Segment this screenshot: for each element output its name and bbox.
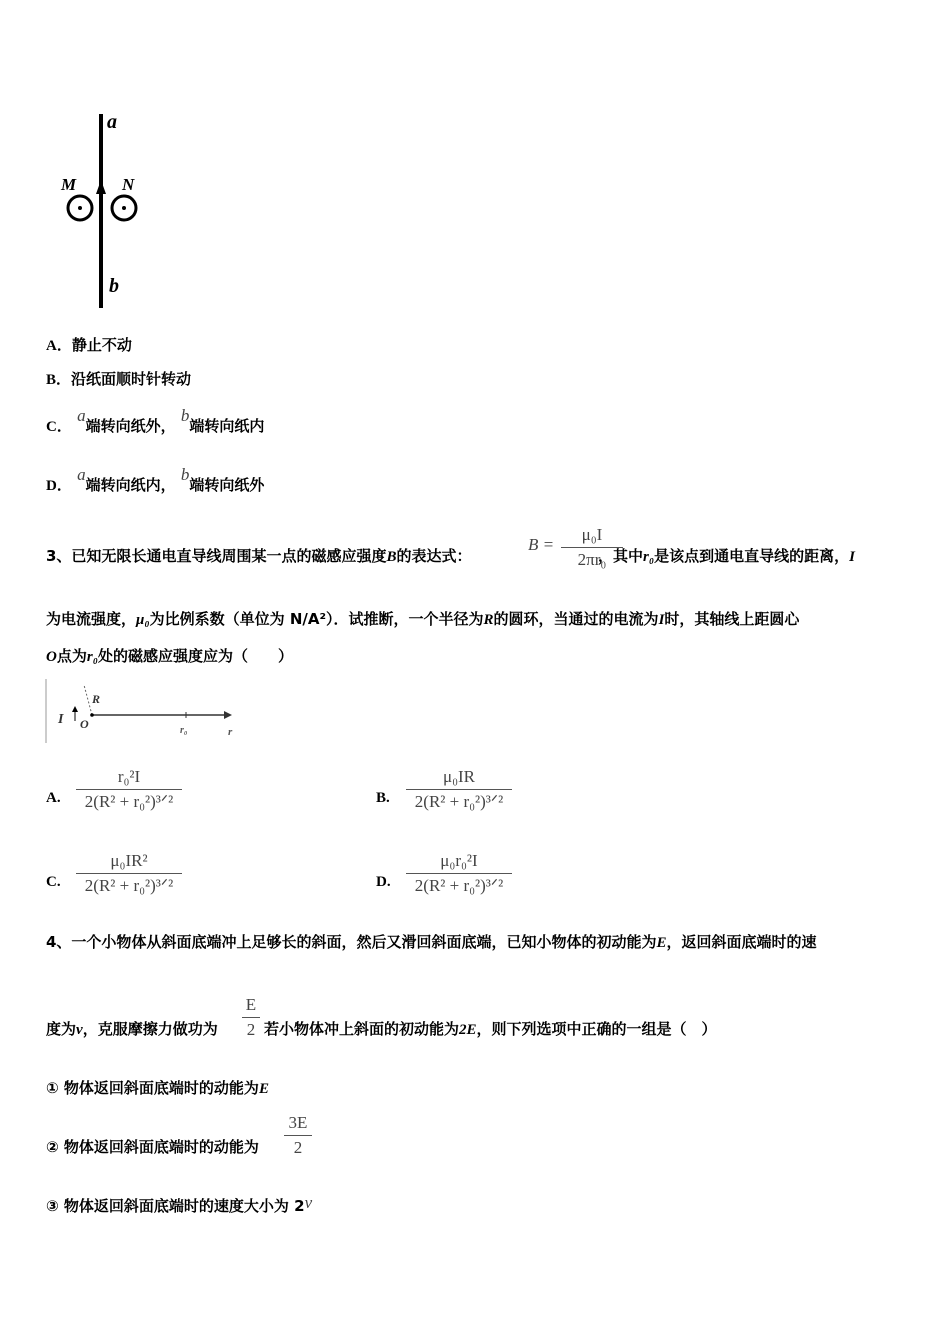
q3-option-d-letter: D.: [376, 874, 391, 890]
axis-arrow: [224, 711, 232, 719]
q2-option-d: D． a端转向纸内， b端转向纸外: [46, 465, 265, 494]
dot-m: [78, 206, 82, 210]
fig-label-r: r: [228, 726, 233, 738]
label-b: b: [109, 275, 119, 297]
dot-n: [122, 206, 126, 210]
q3-option-c-formula: μ₀IR² 2(R² + r₀²)³ᐟ²: [76, 850, 182, 897]
q4-item-2-fraction: 3E 2: [284, 1112, 312, 1159]
q3-option-b-formula: μ₀IR 2(R² + r₀²)³ᐟ²: [406, 766, 512, 813]
q4-line2-start: 度为v，克服摩擦力做功为: [46, 1020, 218, 1038]
q4-item-2: ② 物体返回斜面底端时的动能为: [46, 1138, 259, 1156]
q3-line2: 为电流强度，μ₀为比例系数（单位为 N/A²）．试推断，一个半径为R的圆环，当通过的电流为I时，其轴线上距圆心: [46, 610, 800, 628]
radius-line: [84, 685, 92, 715]
q4-line1: 4、一个小物体从斜面底端冲上足够长的斜面，然后又滑回斜面底端，已知小物体的初动能为E，返回斜面底端时的速: [46, 933, 817, 951]
q2-option-b: B．沿纸面顺时针转动: [46, 370, 192, 388]
q4-item-1: ① 物体返回斜面底端时的动能为E: [46, 1079, 269, 1097]
fig-label-i: I: [58, 712, 64, 727]
q3-line1: 3、已知无限长通电直导线周围某一点的磁感应强度B的表达式：: [46, 547, 472, 565]
label-n: N: [122, 175, 135, 194]
current-arrow: [96, 180, 106, 194]
q3-option-a-formula: r₀²I 2(R² + r₀²)³ᐟ²: [76, 766, 182, 813]
q4-line2-end: 若小物体冲上斜面的初动能为2E，则下列选项中正确的一组是（ ）: [264, 1020, 717, 1038]
fig-label-r0: r₀: [180, 725, 188, 736]
q3-line1-end: ，其中r₀是该点到通电直导线的距离，I: [598, 547, 855, 565]
q2-option-c: C． a端转向纸外， b端转向纸内: [46, 406, 265, 435]
label-m: M: [61, 175, 77, 194]
q3-option-d-formula: μ₀r₀²I 2(R² + r₀²)³ᐟ²: [406, 850, 512, 897]
q3-line3: O点为r₀处的磁感应强度应为（ ）: [46, 647, 293, 665]
ring-axis-figure: [44, 677, 244, 745]
q4-item-3: ③ 物体返回斜面底端时的速度大小为 2v: [46, 1193, 313, 1215]
fig-label-o: O: [80, 717, 89, 731]
q3-option-b-letter: B.: [376, 790, 390, 806]
q3-option-c-letter: C.: [46, 874, 61, 890]
q2-option-a: A．静止不动: [46, 336, 132, 354]
wire-figure: [55, 108, 165, 313]
q3-option-a-letter: A.: [46, 790, 61, 806]
fig-label-r-radius: R: [92, 692, 101, 706]
q4-friction-fraction: E 2: [242, 994, 260, 1041]
label-a: a: [107, 111, 117, 133]
